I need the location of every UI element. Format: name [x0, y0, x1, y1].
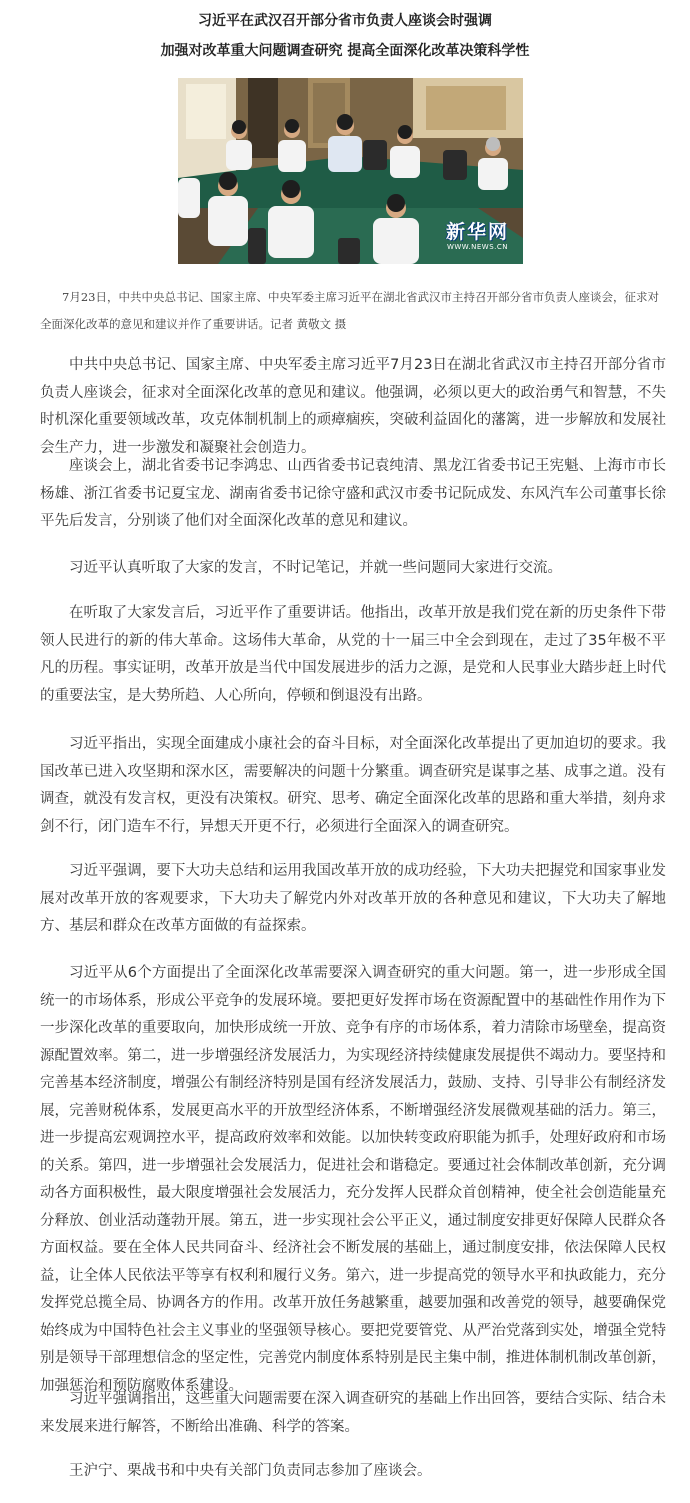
- paragraph-1: 中共中央总书记、国家主席、中央军委主席习近平7月23日在湖北省武汉市主持召开部分省市负责人座谈会，征求对全面深化改革的意见和建议。他强调，必须以更大的政治勇气和智慧，不失时机深化重要领域改革，攻克体制机制上的顽瘴痼疾，突破利益固化的藩篱，进一步解放和发展社会生产力，进一步激发和凝聚社会创造力。: [40, 357, 666, 456]
- paragraph-2: 座谈会上，湖北省委书记李鸿忠、山西省委书记袁纯清、黑龙江省委书记王宪魁、上海市市长杨雄、浙江省委书记夏宝龙、湖南省委书记徐守盛和武汉市委书记阮成发、东风汽车公司董事长徐平先后发言，分别谈了他们对全面深化改革的意见和建议。: [40, 458, 666, 529]
- paragraph-8: 习近平强调指出，这些重大问题需要在深入调查研究的基础上作出回答，要结合实际、结合未来发展来进行解答，不断给出准确、科学的答案。: [40, 1391, 666, 1435]
- paragraph-4: 在听取了大家发言后，习近平作了重要讲话。他指出，改革开放是我们党在新的历史条件下带领人民进行的新的伟大革命。这场伟大革命，从党的十一届三中全会到现在，走过了35年极不平凡的历程。事实证明，改革开放是当代中国发展进步的活力之源，是党和人民事业大踏步赶上时代的重要法宝，是大势所趋、人心所向，停顿和倒退没有出路。: [40, 605, 666, 704]
- photo-caption: 7月23日，中共中央总书记、国家主席、中央军委主席习近平在湖北省武汉市主持召开部分省市负责人座谈会，征求对全面深化改革的意见和建议并作了重要讲话。记者 黄敬文 摄: [40, 290, 659, 331]
- paragraph-7: 习近平从6个方面提出了全面深化改革需要深入调查研究的重大问题。第一，进一步形成全国统一的市场体系，形成公平竞争的发展环境。要把更好发挥市场在资源配置中的基础性作用作为下一步深化改革的重要取向，加快形成统一开放、竞争有序的市场体系，着力清除市场壁垒，提高资源配置效率。第二，进一步增强经济发展活力，为实现经济持续健康发展提供不竭动力。要坚持和完善基本经济制度，增强公有制经济特别是国有经济发展活力，鼓励、支持、引导非公有制经济发展，完善财税体系，发展更高水平的开放型经济体系，不断增强经济发展微观基础的活力。第三，进一步提高宏观调控水平，提高政府效率和效能。以加快转变政府职能为抓手，处理好政府和市场的关系。第四，进一步增强社会发展活力，促进社会和谐稳定。要通过社会体制改革创新，充分调动各方面积极性，最大限度增强社会发展活力，充分发挥人民群众首创精神，使全社会创造能量充分释放、创业活动蓬勃开展。第五，进一步实现社会公平正义，通过制度安排更好保障人民群众各方面权益。要在全体人民共同奋斗、经济社会不断发展的基础上，通过制度安排，依法保障人民权益，让全体人民依法平等享有权利和履行义务。第六，进一步提高党的领导水平和执政能力，充分发挥党总揽全局、协调各方的作用。改革开放任务越繁重，越要加强和改善党的领导，越要确保党始终成为中国特色社会主义事业的坚强领导核心。要把党要管党、从严治党落到实处，增强全党特别是领导干部理想信念的坚定性，完善党内制度体系特别是民主集中制，推进体制机制改革创新，加强惩治和预防腐败体系建设。: [40, 965, 666, 1394]
- headline-line-2: 加强对改革重大问题调查研究 提高全面深化改革决策科学性: [160, 43, 530, 59]
- paragraph-6: 习近平强调，要下大功夫总结和运用我国改革开放的成功经验，下大功夫把握党和国家事业发展对改革开放的客观要求，下大功夫了解党内外对改革开放的各种意见和建议，下大功夫了解地方、基层和群众在改革方面做的有益探索。: [40, 863, 666, 934]
- paragraph-9: 王沪宁、栗战书和中央有关部门负责同志参加了座谈会。: [69, 1463, 432, 1479]
- headline-line-1: 习近平在武汉召开部分省市负责人座谈会时强调: [198, 13, 492, 29]
- news-photo: [178, 78, 523, 264]
- watermark-logo: 新华网: [445, 221, 509, 243]
- paragraph-5: 习近平指出，实现全面建成小康社会的奋斗目标，对全面深化改革提出了更加迫切的要求。我国改革已进入攻坚期和深水区，需要解决的问题十分繁重。调查研究是谋事之基、成事之道。没有调查，就没有发言权，更没有决策权。研究、思考、确定全面深化改革的思路和重大举措，刻舟求剑不行，闭门造车不行，异想天开更不行，必须进行全面深入的调查研究。: [40, 736, 666, 835]
- xinhua-watermark: [446, 221, 509, 252]
- paragraph-3: 习近平认真听取了大家的发言，不时记笔记，并就一些问题同大家进行交流。: [69, 560, 562, 576]
- watermark-url: WWW.NEWS.CN: [446, 243, 509, 251]
